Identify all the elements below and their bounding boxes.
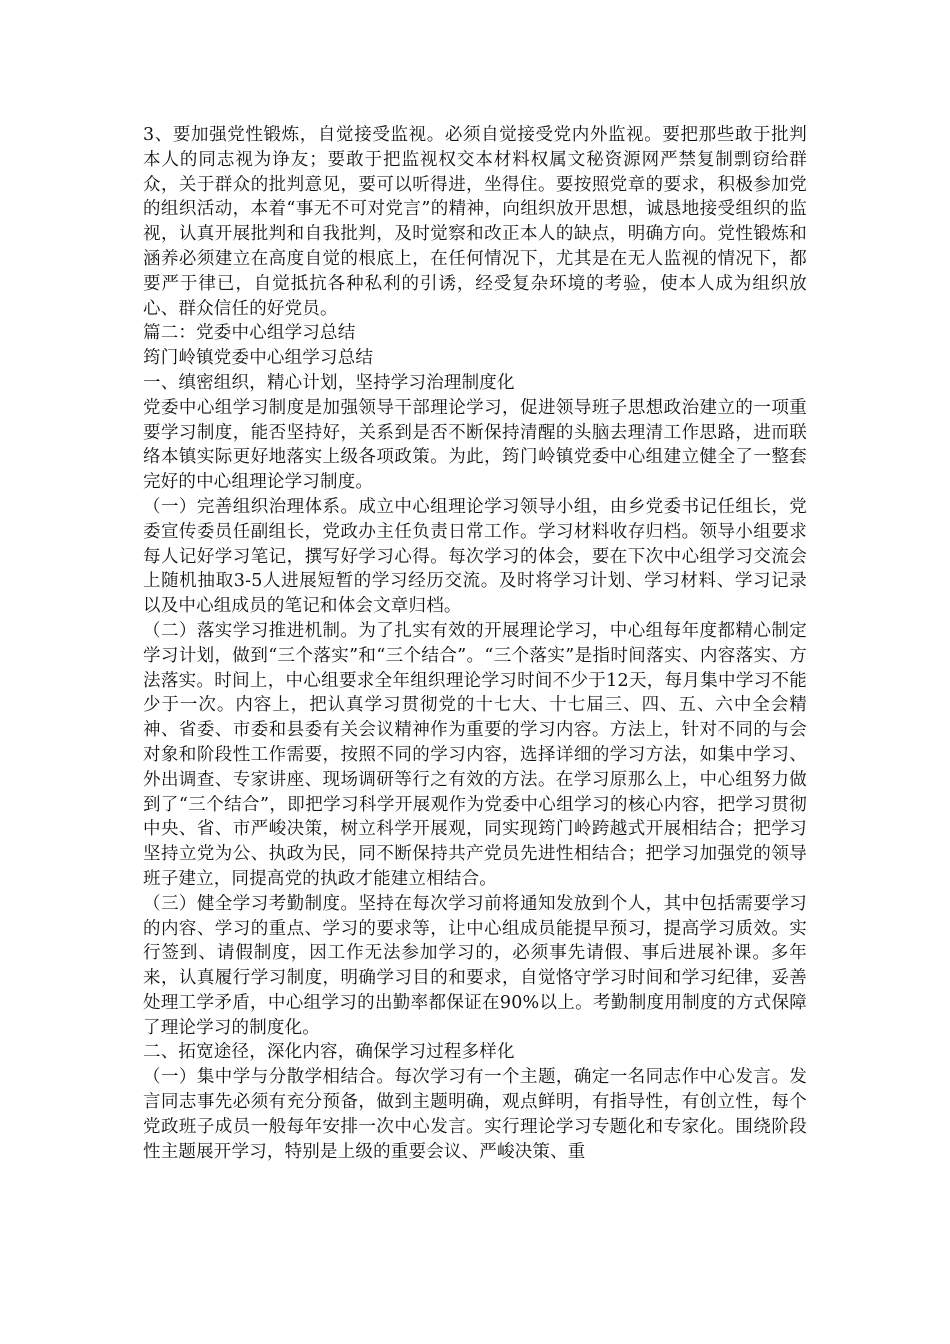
paragraph-intro: 党委中心组学习制度是加强领导干部理论学习，促进领导班子思想政治建立的一项重要学习制度，能否坚持好，关系到是否不断保持清醒的头脑去理清工作思路，进而联络本镇实际更好地落实上级各项政策。为此，筠门岭镇党委中心组建立健全了一整套完好的中心组理论学习制度。 xyxy=(143,397,807,493)
paragraph-combined-study: （一）集中学与分散学相结合。每次学习有一个主题，确定一名同志作中心发言。发言同志事先必须有充分预备，做到主题明确，观点鲜明，有指导性，有创立性，每个党政班子成员一般每年安排一次中心发言。实行理论学习专题化和专家化。围绕阶段性主题展开学习，特别是上级的重要会议、严峻决策、重 xyxy=(143,1067,807,1162)
paragraph-supervision: 3、要加强党性锻炼，自觉接受监视。必须自觉接受党内外监视。要把那些敢于批判本人的同志视为诤友；要敢于把监视权交本材料权属文秘资源网严禁复制剽窃给群众，关于群众的批判意见，要可以听得进，坐得住。要按照党章的要求，积极参加党的组织活动，本着“事无不可对党言”的精神，向组织放开思想，诚恳地接受组织的监视，认真开展批判和自我批判，及时觉察和改正本人的缺点，明确方向。党性锻炼和涵养必须建立在高度自觉的根底上，在任何情况下，尤其是在无人监视的情况下，都要严于律已，自觉抵抗各种私利的引诱，经受复杂环境的考验，使本人成为组织放心、群众信任的好党员。 xyxy=(143,125,807,319)
section-heading-one: 一、缜密组织，精心计划，坚持学习治理制度化 xyxy=(143,372,515,393)
paragraph-mechanism: （二）落实学习推进机制。为了扎实有效的开展理论学习，中心组每年度都精心制定学习计划，做到“三个落实”和“三个结合”。“三个落实”是指时间落实、内容落实、方法落实。时间上，中心组要求全年组织理论学习时间不少于12天，每月集中学习不能少于一次。内容上，把认真学习贯彻党的十七大、十七届三、四、五、六中全会精神、省委、市委和县委有关会议精神作为重要的学习内容。方法上，针对不同的与会对象和阶段性工作需要，按照不同的学习内容，选择详细的学习方法，如集中学习、外出调查、专家讲座、现场调研等行之有效的方法。在学习原那么上，中心组努力做到了“三个结合”，即把学习科学开展观作为党委中心组学习的核心内容，把学习贯彻中央、省、市严峻决策，树立科学开展观，同实现筠门岭跨越式开展相结合；把学习坚持立党为公、执政为民，同不断保持共产党员先进性相结合；把学习加强党的领导班子建立，同提高党的执政才能建立相结合。 xyxy=(143,620,807,889)
document-title: 筠门岭镇党委中心组学习总结 xyxy=(143,348,374,369)
section-heading-two: 二、拓宽途径，深化内容，确保学习过程多样化 xyxy=(143,1042,515,1063)
paragraph-attendance: （三）健全学习考勤制度。坚持在每次学习前将通知发放到个人，其中包括需要学习的内容、学习的重点、学习的要求等，让中心组成员能提早预习，提高学习质效。实行签到、请假制度，因工作无法参加学习的，必须事先请假、事后进展补课。多年来，认真履行学习制度，明确学习目的和要求，自觉恪守学习时间和学习纪律，妥善处理工学矛盾，中心组学习的出勤率都保证在90%以上。考勤制度用制度的方式保障了理论学习的制度化。 xyxy=(143,893,807,1038)
paragraph-organization: （一）完善组织治理体系。成立中心组理论学习领导小组，由乡党委书记任组长，党委宣传委员任副组长，党政办主任负责日常工作。学习材料收存归档。领导小组要求每人记好学习笔记，撰写好学习心得。每次学习的体会，要在下次中心组学习交流会上随机抽取3-5人进展短暂的学习经历交流。及时将学习计划、学习材料、学习记录以及中心组成员的笔记和体会文章归档。 xyxy=(143,496,807,617)
section-title-part-two: 篇二：党委中心组学习总结 xyxy=(143,323,356,344)
document-page xyxy=(143,123,807,1164)
